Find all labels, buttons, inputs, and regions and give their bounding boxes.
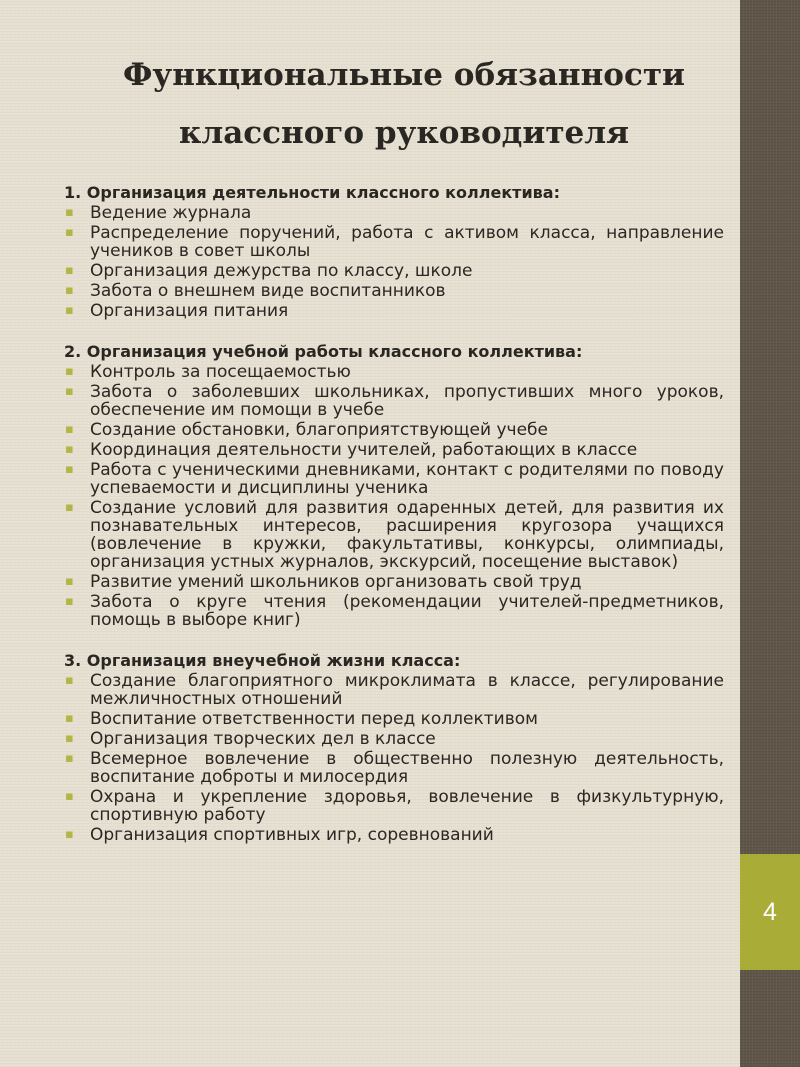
- list-item-text: Охрана и укрепление здоровья, вовлечение в физкультурную, спортивную работу: [90, 787, 724, 825]
- list-item-text: Контроль за посещаемостью: [90, 362, 351, 382]
- bullet-list: [64, 204, 724, 320]
- list-item: [64, 593, 724, 629]
- list-item: [64, 788, 724, 824]
- section-3: [64, 650, 724, 844]
- list-item-text: Забота о заболевших школьниках, пропустивших много уроков, обеспечение им помощи в учебе: [90, 382, 724, 420]
- list-item: [64, 282, 724, 300]
- list-item: [64, 262, 724, 280]
- list-item: [64, 461, 724, 497]
- square-bullet-icon: ▪: [65, 827, 74, 842]
- title-line-1: Функциональные обязанности: [122, 57, 686, 93]
- section-1: [64, 182, 724, 320]
- list-item: [64, 421, 724, 439]
- list-item-text: Организация питания: [90, 301, 289, 321]
- square-bullet-icon: ▪: [65, 225, 74, 240]
- slide-title: [64, 46, 744, 162]
- list-item: [64, 224, 724, 260]
- list-item-text: Воспитание ответственности перед коллективом: [90, 709, 538, 729]
- slide-content: [64, 182, 724, 846]
- list-item: [64, 826, 724, 844]
- list-item: [64, 204, 724, 222]
- list-item: [64, 750, 724, 786]
- section-heading: 3. Организация внеучебной жизни класса:: [64, 651, 461, 670]
- list-item-text: Забота о внешнем виде воспитанников: [90, 281, 446, 301]
- square-bullet-icon: ▪: [65, 751, 74, 766]
- square-bullet-icon: ▪: [65, 500, 74, 515]
- square-bullet-icon: ▪: [65, 303, 74, 318]
- list-item-text: Создание условий для развития одаренных детей, для развития их познавательных интересов, расширения кругозора учащихся (вовлечение в кружки, факультативы, конкурсы, олимпиады, организация устных журналов, экскурсий, посещение выставок): [90, 498, 724, 572]
- list-item-text: Ведение журнала: [90, 203, 252, 223]
- list-item-text: Организация дежурства по классу, школе: [90, 261, 473, 281]
- list-item-text: Координация деятельности учителей, работающих в классе: [90, 440, 638, 460]
- square-bullet-icon: ▪: [65, 384, 74, 399]
- square-bullet-icon: ▪: [65, 422, 74, 437]
- square-bullet-icon: ▪: [65, 673, 74, 688]
- square-bullet-icon: ▪: [65, 731, 74, 746]
- list-item: [64, 710, 724, 728]
- title-line-2: классного руководителя: [178, 115, 630, 151]
- list-item-text: Организация творческих дел в классе: [90, 729, 436, 749]
- bullet-list: [64, 672, 724, 844]
- list-item-text: Создание обстановки, благоприятствующей учебе: [90, 420, 548, 440]
- list-item-text: Распределение поручений, работа с активом класса, направление учеников в совет школы: [90, 223, 724, 261]
- list-item: [64, 363, 724, 381]
- list-item: [64, 672, 724, 708]
- square-bullet-icon: ▪: [65, 789, 74, 804]
- square-bullet-icon: ▪: [65, 205, 74, 220]
- list-item-text: Всемерное вовлечение в общественно полезную деятельность, воспитание доброты и милосердия: [90, 749, 724, 787]
- list-item: [64, 441, 724, 459]
- square-bullet-icon: ▪: [65, 263, 74, 278]
- list-item-text: Забота о круге чтения (рекомендации учителей-предметников, помощь в выборе книг): [90, 592, 724, 630]
- square-bullet-icon: ▪: [65, 574, 74, 589]
- list-item-text: Работа с ученическими дневниками, контакт с родителями по поводу успеваемости и дисциплины ученика: [90, 460, 724, 498]
- square-bullet-icon: ▪: [65, 442, 74, 457]
- list-item: [64, 573, 724, 591]
- list-item-text: Организация спортивных игр, соревнований: [90, 825, 494, 845]
- section-heading: 1. Организация деятельности классного коллектива:: [64, 183, 560, 202]
- square-bullet-icon: ▪: [65, 711, 74, 726]
- square-bullet-icon: ▪: [65, 594, 74, 609]
- list-item-text: Создание благоприятного микроклимата в классе, регулирование межличностных отношений: [90, 671, 724, 709]
- list-item: [64, 302, 724, 320]
- bullet-list: [64, 363, 724, 629]
- list-item: [64, 383, 724, 419]
- square-bullet-icon: ▪: [65, 283, 74, 298]
- section-2: [64, 341, 724, 629]
- list-item: [64, 499, 724, 571]
- list-item-text: Развитие умений школьников организовать свой труд: [90, 572, 582, 592]
- list-item: [64, 730, 724, 748]
- square-bullet-icon: ▪: [65, 364, 74, 379]
- slide-number: 4: [740, 854, 800, 970]
- section-heading: 2. Организация учебной работы классного коллектива:: [64, 342, 583, 361]
- square-bullet-icon: ▪: [65, 462, 74, 477]
